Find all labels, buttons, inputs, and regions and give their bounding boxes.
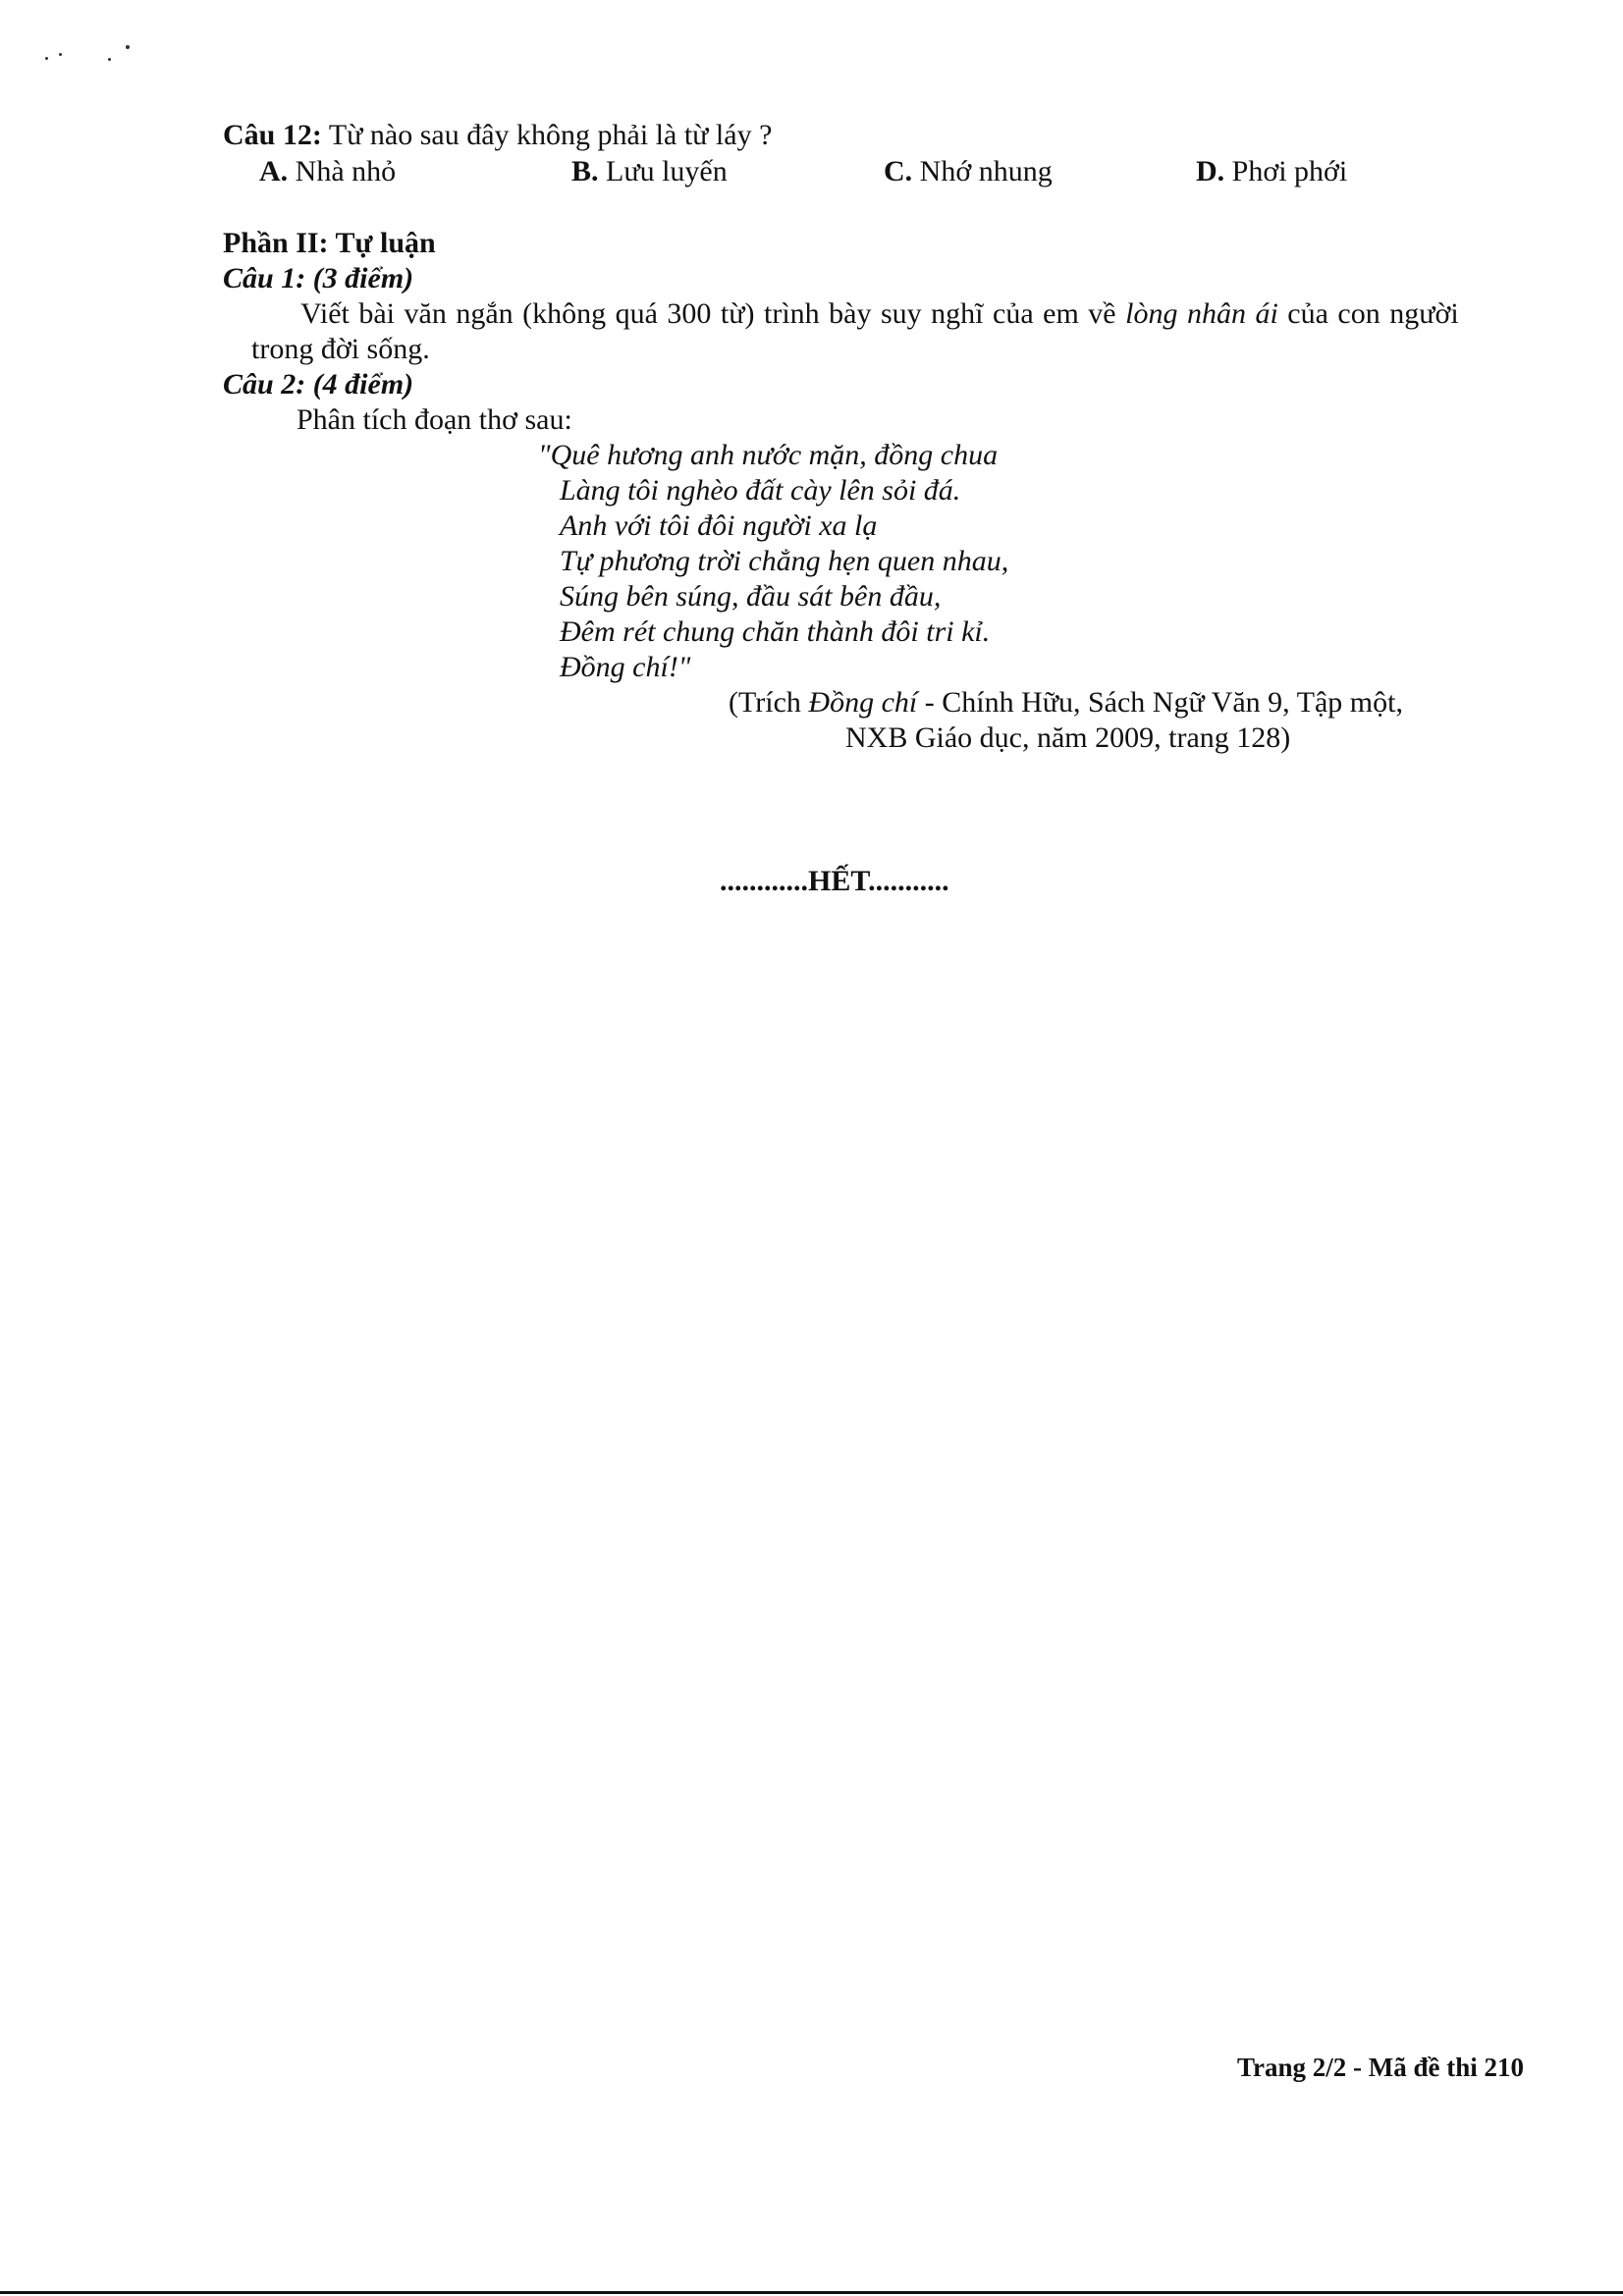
question-12-label: Câu 12: (223, 119, 322, 151)
poem-source (729, 685, 1403, 721)
poem-line: Anh với tôi đôi người xa lạ (560, 509, 878, 542)
poem-line: Đêm rét chung chăn thành đôi tri kỉ. (560, 615, 991, 648)
poem-line: Súng bên súng, đầu sát bên đầu, (560, 580, 942, 613)
poem-source-suffix: - Chính Hữu, Sách Ngữ Văn 9, Tập một, (917, 686, 1403, 719)
option-c (884, 154, 1053, 189)
option-text: Phơi phới (1231, 155, 1348, 187)
option-key: D. (1196, 155, 1225, 187)
question-12-prompt: Từ nào sau đây không phải là từ láy ? (328, 119, 773, 151)
poem-source-line2: NXB Giáo dục, năm 2009, trang 128) (845, 721, 1291, 754)
question-1-text (300, 296, 1459, 332)
page-footer: Trang 2/2 - Mã đề thi 210 (1237, 2053, 1524, 2082)
question-2-instruction: Phân tích đoạn thơ sau: (297, 403, 572, 436)
poem-line: Đồng chí!" (560, 651, 691, 683)
option-key: B. (571, 155, 599, 187)
option-d (1196, 154, 1347, 189)
poem-source-title: Đồng chí (808, 686, 918, 719)
option-text: Nhớ nhung (919, 155, 1053, 187)
poem-line: Làng tôi nghèo đất cày lên sỏi đá. (560, 474, 961, 507)
option-text: Lưu luyến (606, 155, 728, 187)
question-1-text-start: Viết bài văn ngắn (không quá 300 từ) trình bày suy nghĩ của em về (300, 297, 1126, 330)
poem-source-prefix: (Trích (729, 686, 809, 719)
option-b (571, 154, 728, 189)
poem-line: "Quê hương anh nước mặn, đồng chua (538, 439, 999, 471)
option-key: A. (259, 155, 289, 187)
question-1-text-emphasis: lòng nhân ái (1125, 297, 1278, 330)
scan-speck (59, 53, 62, 56)
question-1-text-end: của con người (1277, 297, 1459, 330)
option-key: C. (884, 155, 913, 187)
poem-line: Tự phương trời chẳng hẹn quen nhau, (560, 545, 1009, 577)
option-text: Nhà nhỏ (295, 155, 397, 187)
scan-speck (45, 57, 48, 60)
scan-speck (108, 58, 111, 61)
part-2-heading: Phần II: Tự luận (223, 227, 436, 259)
scan-speck (126, 45, 130, 49)
question-12 (223, 118, 772, 153)
question-1-label: Câu 1: (3 điểm) (223, 262, 414, 294)
question-2-label: Câu 2: (4 điểm) (223, 368, 414, 400)
end-marker: ............HẾT........... (720, 865, 949, 897)
question-1-text-line2: trong đời sống. (251, 333, 430, 365)
option-a (259, 154, 396, 189)
bottom-border (0, 2291, 1623, 2294)
